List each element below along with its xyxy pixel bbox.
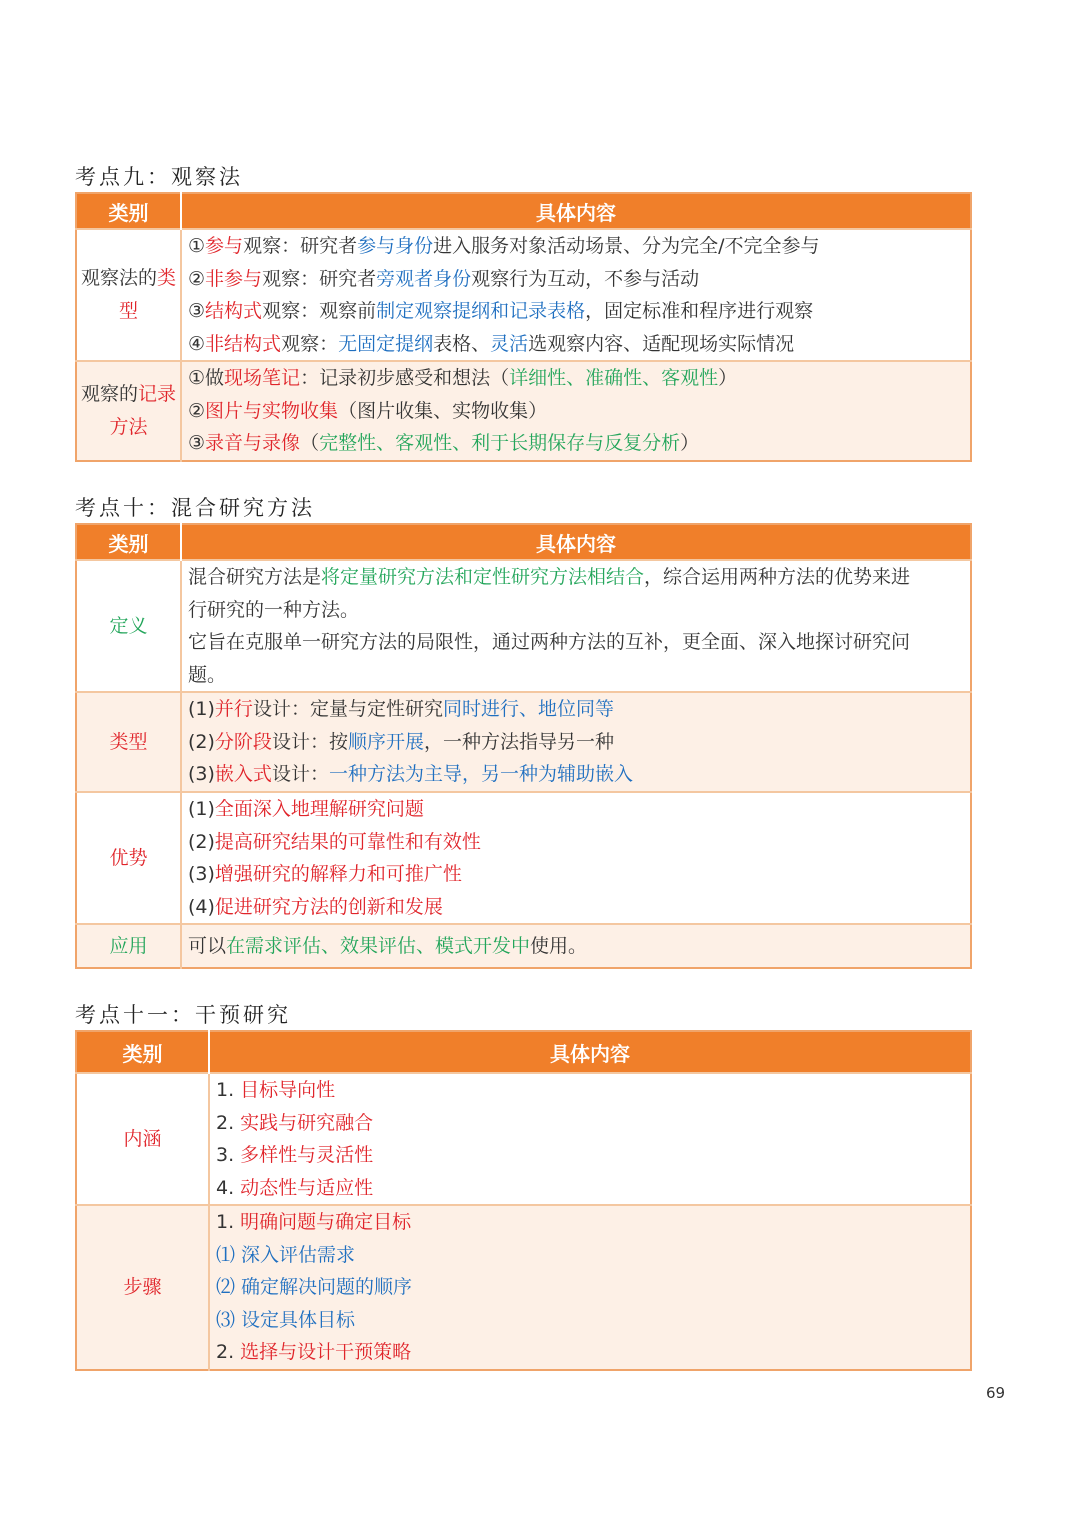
text-segment: 2. [216, 1341, 241, 1364]
content-line [188, 362, 970, 395]
text-segment: (2) [188, 730, 215, 753]
row-category [76, 229, 181, 361]
row-content [181, 792, 971, 924]
content-line [216, 1172, 970, 1205]
content-line [188, 230, 970, 263]
section-title: 考点九：观察法 [75, 165, 243, 189]
text-segment: 旁观者身份 [376, 267, 472, 290]
text-segment: 制定观察提纲和记录表格 [376, 300, 586, 322]
text-segment: 多样性与灵活性 [240, 1144, 374, 1166]
text-segment: 1. [216, 1079, 241, 1101]
text-segment: (3) [188, 763, 215, 786]
content-line [216, 1336, 970, 1369]
content-line [188, 693, 970, 726]
text-segment: 观察： [281, 332, 339, 355]
text-segment: 行研究的一种方法。 [188, 598, 360, 621]
page-number: 69 [986, 1384, 1006, 1402]
content-line [216, 1239, 970, 1272]
text-segment: 混合研究方法是 [188, 566, 322, 588]
text-segment: 完整性、客观性、利于长期保存与反复分析 [319, 432, 681, 454]
text-segment: 设计：定量与定性研究 [252, 698, 443, 721]
content-line [188, 594, 970, 627]
text-segment: 观察行为互动，不参与活动 [471, 267, 700, 290]
text-segment: 步骤 [123, 1276, 162, 1298]
text-segment: 图片与实物收集 [205, 399, 339, 422]
text-segment: 在需求评估、效果评估、模式开发中 [226, 934, 531, 957]
text-segment: 一种方法为主导，另一种为辅助嵌入 [328, 763, 633, 786]
text-segment: 观察：研究者 [262, 267, 377, 290]
text-segment: ，综合运用两种方法的优势来进 [644, 566, 911, 588]
text-segment: 设计：按 [271, 730, 348, 753]
text-segment: 参与身份 [357, 235, 434, 257]
text-segment: 进入服务对象活动场景、分为完全/不完全参与 [433, 235, 820, 257]
content-line [188, 726, 970, 759]
row-category [76, 361, 181, 461]
text-segment: 提高研究结果的可靠性和有效性 [214, 830, 481, 853]
text-segment: 同时进行、地位同等 [442, 698, 614, 721]
content-line [188, 891, 970, 924]
row-category [76, 792, 181, 924]
content-line [188, 328, 970, 361]
content-line [188, 561, 970, 594]
row-content [209, 1205, 971, 1370]
text-segment: 选择与设计干预策略 [240, 1341, 412, 1364]
text-segment: 4. [216, 1176, 241, 1199]
text-segment: 分阶段 [214, 730, 272, 753]
text-segment: （ [300, 432, 320, 454]
text-segment: ⑴ 深入评估需求 [216, 1243, 356, 1266]
text-segment: ② [188, 267, 206, 290]
text-segment: 2. [216, 1111, 241, 1134]
text-segment: ④ [188, 332, 206, 355]
row-content [181, 361, 971, 461]
row-content [181, 560, 971, 692]
content-line [188, 295, 970, 328]
row-category [76, 560, 181, 692]
text-segment: 非结构式 [205, 332, 282, 355]
text-segment: 使用。 [530, 934, 588, 957]
intervention-table [75, 1030, 972, 1371]
text-segment: （图片收集、实物收集） [338, 399, 548, 422]
section-mixed-methods [75, 493, 972, 969]
content-line [188, 758, 970, 791]
text-segment: 方法 [109, 415, 148, 438]
text-segment: 观察的 [80, 382, 138, 405]
text-segment: 无固定提纲 [338, 332, 434, 355]
row-content [181, 692, 971, 792]
content-line [216, 1206, 970, 1239]
text-segment: 类型 [109, 730, 148, 753]
text-segment: (1) [188, 698, 215, 721]
text-segment: ⑵ 确定解决问题的顺序 [216, 1276, 413, 1299]
header-category: 类别 [76, 1031, 209, 1073]
header-content: 具体内容 [181, 524, 971, 560]
text-segment: 题。 [188, 663, 227, 686]
text-segment: 设计： [271, 763, 329, 786]
text-segment: 可以 [188, 934, 227, 957]
row-category [76, 692, 181, 792]
text-segment: 记录 [138, 382, 177, 405]
text-segment: 表格、 [433, 332, 491, 355]
text-segment: 观察：观察前 [262, 300, 377, 322]
content-line [216, 1304, 970, 1337]
content-line [216, 1271, 970, 1304]
text-segment: 灵活 [490, 332, 529, 355]
text-segment: 顺序开展 [347, 730, 424, 753]
content-line [188, 263, 970, 296]
row-category [76, 924, 181, 968]
text-segment: ⑶ 设定具体目标 [216, 1308, 356, 1331]
text-segment: 录音与录像 [205, 432, 301, 454]
text-segment: 结构式 [205, 300, 263, 322]
content-line [188, 626, 970, 659]
text-segment: ① [188, 235, 206, 257]
text-segment: ①做 [188, 367, 225, 389]
text-segment: (3) [188, 863, 215, 885]
header-content: 具体内容 [181, 193, 971, 229]
section-title: 考点十：混合研究方法 [75, 496, 315, 520]
text-segment: ） [680, 432, 700, 454]
content-line [188, 793, 970, 826]
header-content: 具体内容 [209, 1031, 971, 1073]
content-line [188, 826, 970, 859]
text-segment: 详细性、准确性、客观性 [509, 367, 719, 389]
text-segment: 现场笔记 [224, 367, 301, 389]
text-segment: 类型 [118, 267, 177, 322]
text-segment: 目标导向性 [240, 1079, 336, 1101]
text-segment: ③ [188, 300, 206, 322]
text-segment: 促进研究方法的创新和发展 [214, 895, 443, 918]
row-category [76, 1073, 209, 1205]
text-segment: ，固定标准和程序进行观察 [585, 300, 814, 322]
header-category: 类别 [76, 193, 181, 229]
header-category: 类别 [76, 524, 181, 560]
text-segment: 定义 [109, 614, 148, 637]
content-line [188, 659, 970, 692]
row-content [181, 229, 971, 361]
content-line [188, 395, 970, 428]
text-segment: (2) [188, 830, 215, 853]
text-segment: 并行 [214, 698, 253, 721]
text-segment: ③ [188, 432, 206, 454]
text-segment: ，一种方法指导另一种 [423, 730, 614, 753]
row-content [181, 924, 971, 968]
row-category [76, 1205, 209, 1370]
content-line [188, 427, 970, 460]
text-segment: 非参与 [205, 267, 263, 290]
text-segment: 1. [216, 1211, 241, 1234]
section-title: 考点十一：干预研究 [75, 1003, 291, 1027]
content-line [188, 930, 970, 963]
mixed-methods-table [75, 523, 972, 969]
text-segment: ② [188, 399, 206, 422]
content-line [216, 1139, 970, 1172]
text-segment: 内涵 [123, 1127, 162, 1150]
section-intervention [75, 1000, 972, 1371]
text-segment: ：记录初步感受和想法（ [300, 367, 510, 389]
text-segment: 明确问题与确定目标 [240, 1211, 412, 1234]
text-segment: (1) [188, 798, 215, 820]
text-segment: 优势 [109, 846, 148, 869]
text-segment: 将定量研究方法和定性研究方法相结合 [321, 566, 645, 588]
text-segment: 增强研究的解释力和可推广性 [214, 863, 462, 885]
text-segment: (4) [188, 895, 215, 918]
content-line [216, 1074, 970, 1107]
content-line [216, 1107, 970, 1140]
text-segment: 参与 [205, 235, 244, 257]
text-segment: 嵌入式 [214, 763, 272, 786]
content-line [188, 858, 970, 891]
text-segment: ） [718, 367, 738, 389]
text-segment: 应用 [109, 934, 148, 957]
text-segment: 它旨在克服单一研究方法的局限性，通过两种方法的互补，更全面、深入地探讨研究问 [188, 631, 911, 653]
text-segment: 选观察内容、适配现场实际情况 [528, 332, 795, 355]
text-segment: 全面深入地理解研究问题 [214, 798, 424, 820]
observation-table [75, 192, 972, 462]
text-segment: 动态性与适应性 [240, 1176, 374, 1199]
text-segment: 实践与研究融合 [240, 1111, 374, 1134]
section-observation [75, 162, 972, 462]
text-segment: 3. [216, 1144, 241, 1166]
row-content [209, 1073, 971, 1205]
text-segment: 观察：研究者 [243, 235, 358, 257]
text-segment: 观察法的 [80, 267, 157, 289]
